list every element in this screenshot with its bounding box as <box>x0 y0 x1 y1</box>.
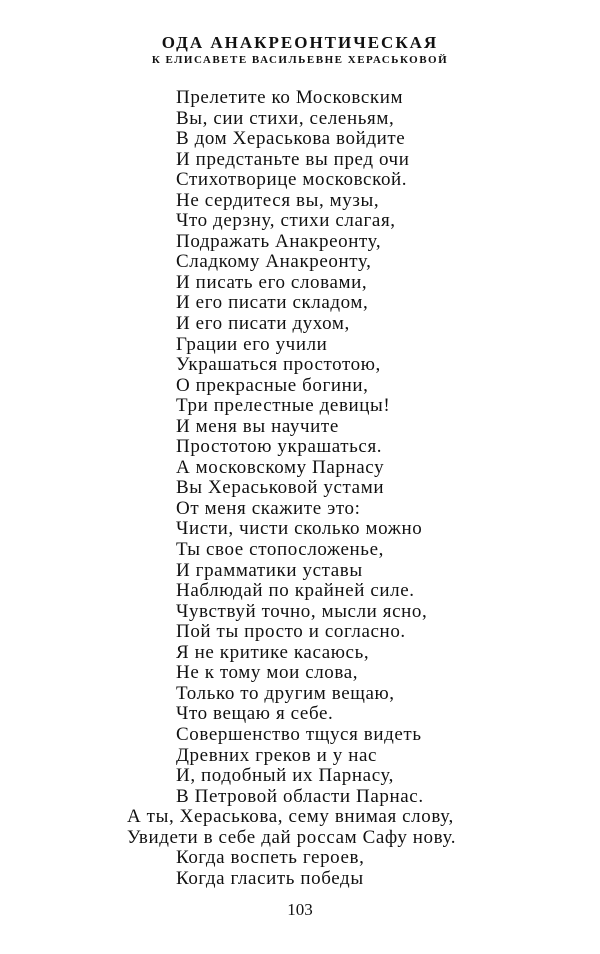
poem-line: Прелетите ко Московским <box>176 87 404 108</box>
poem-line-outdented: А ты, Хераськова, сему внимая слову, <box>127 806 454 828</box>
poem-line: Наблюдай по крайней силе. <box>176 580 415 602</box>
poem-line: Древних греков и у нас <box>176 744 378 766</box>
poem-line: Совершенство тщуся видеть <box>176 723 422 745</box>
poem-line: И предстаньте вы пред очи <box>176 148 410 170</box>
poem-line: Вы Хераськовой устами <box>176 477 385 499</box>
poem-line: Вы, сии стихи, селеньям, <box>176 107 395 129</box>
poem-title: ОДА АНАКРЕОНТИЧЕСКАЯ <box>161 33 439 52</box>
poem-line: О прекрасные богини, <box>176 374 369 396</box>
poem-line: Грации его учили <box>176 333 328 355</box>
poem-line: Чувствуй точно, мысли ясно, <box>176 600 428 622</box>
poem-line: Что вещаю я себе. <box>176 703 334 725</box>
poem-line: Стихотворице московской. <box>176 169 408 191</box>
poem-line: Подражать Анакреонту, <box>176 230 382 252</box>
poem-line: В Петровой области Парнас. <box>176 785 424 807</box>
poem-line: Когда воспеть героев, <box>176 847 365 869</box>
page-number: 103 <box>287 900 313 919</box>
poem-line: Ты свое стопосложенье, <box>176 539 384 561</box>
poem-line: И его писати складом, <box>176 292 369 314</box>
poem-line: Только то другим вещаю, <box>176 682 395 704</box>
poem-line: Что дерзну, стихи слагая, <box>176 210 396 232</box>
poem-line: И грамматики уставы <box>176 559 363 581</box>
poem-line: Я не критике касаюсь, <box>176 641 370 663</box>
poem-line: Не к тому мои слова, <box>176 662 359 684</box>
poem-line: Три прелестные девицы! <box>176 395 391 417</box>
poem-line: А московскому Парнасу <box>176 456 385 478</box>
poem-line: Украшаться простотою, <box>176 354 381 376</box>
poem-line: И его писати духом, <box>176 313 350 335</box>
poem-line: Пой ты просто и согласно. <box>176 621 406 643</box>
poem-line: Сладкому Анакреонту, <box>176 251 372 273</box>
poem-line: Простотою украшаться. <box>176 436 383 458</box>
poem-line: Когда гласить победы <box>176 867 364 889</box>
poem-dedication: К ЕЛИСАВЕТЕ ВАСИЛЬЕВНЕ ХЕРАСЬКОВОЙ <box>151 54 449 66</box>
poem-line: Чисти, чисти сколько можно <box>176 518 423 540</box>
poem-line: И писать его словами, <box>176 271 368 293</box>
poem-line: И меня вы научите <box>176 415 339 437</box>
poem-line-outdented: Увидети в себе дай россам Сафу нову. <box>127 826 457 848</box>
poem-line: От меня скажите это: <box>176 497 361 519</box>
poem-line: И, подобный их Парнасу, <box>176 765 395 787</box>
poem-body <box>0 88 600 889</box>
poem-line: В дом Хераськова войдите <box>176 128 406 150</box>
poem-line: Не сердитеся вы, музы, <box>176 189 380 211</box>
